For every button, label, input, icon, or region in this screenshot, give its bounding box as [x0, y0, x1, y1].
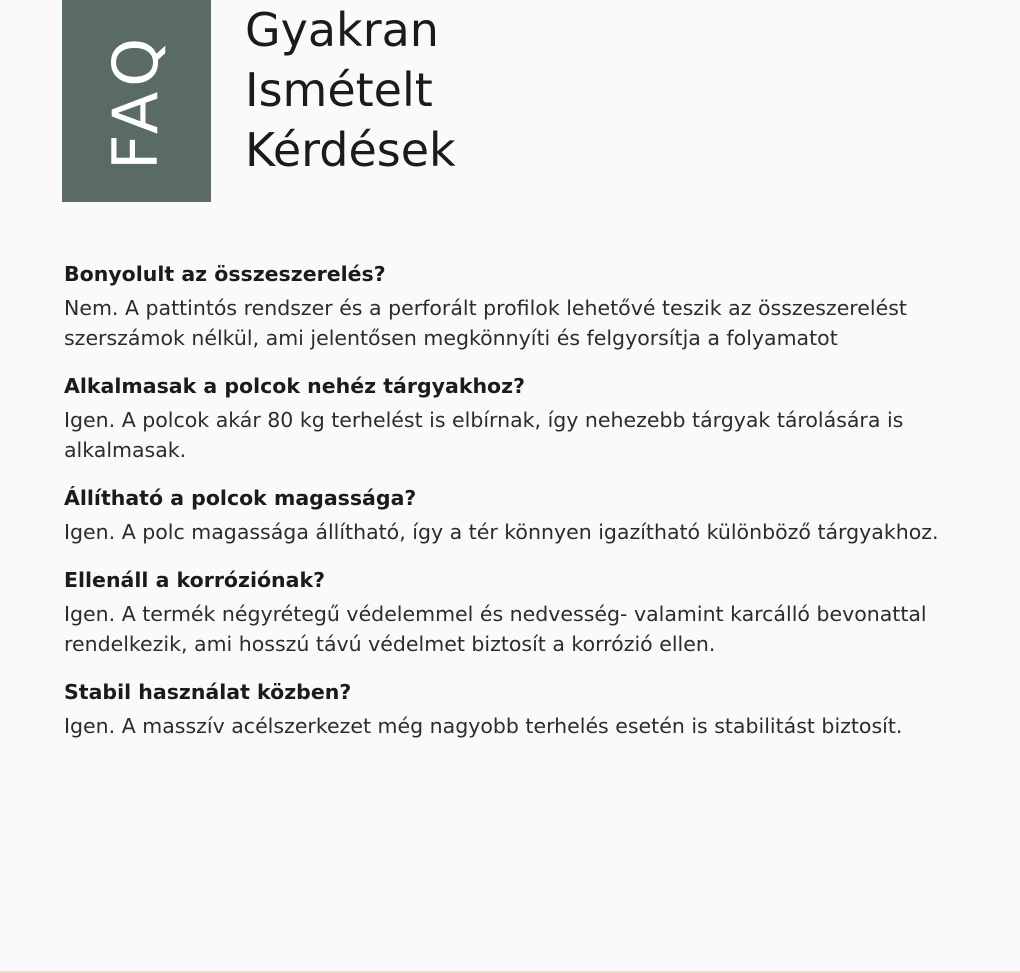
faq-item-height [64, 483, 994, 547]
page-title-line-2: Ismételt [245, 63, 433, 117]
faq-item-heavy-items [64, 371, 994, 465]
faq-item-assembly [64, 259, 994, 353]
page-title-line-1: Gyakran [245, 3, 439, 57]
faq-question: Ellenáll a korróziónak? [64, 568, 326, 592]
page-title-line-3: Kérdések [245, 123, 456, 177]
page-title [245, 0, 456, 180]
faq-badge [62, 0, 211, 202]
faq-answer: Igen. A termék négyrétegű védelemmel és nedvesség- valamint karcálló bevonattal rendelkezik, ami hosszú távú védelmet biztosít a korrózió ellen. [64, 602, 927, 656]
faq-list [64, 259, 994, 759]
faq-answer: Igen. A polcok akár 80 kg terhelést is elbírnak, így nehezebb tárgyak tárolására is alkalmasak. [64, 408, 904, 462]
faq-answer: Igen. A polc magassága állítható, így a tér könnyen igazítható különböző tárgyakhoz. [64, 520, 939, 544]
faq-item-corrosion [64, 565, 994, 659]
faq-item-stability [64, 677, 994, 741]
faq-question: Stabil használat közben? [64, 680, 352, 704]
faq-badge-label: FAQ [99, 31, 172, 171]
faq-answer: Nem. A pattintós rendszer és a perforált profilok lehetővé teszik az összeszerelést szerszámok nélkül, ami jelentősen megkönnyíti és felgyorsítja a folyamatot [64, 296, 907, 350]
faq-question: Állítható a polcok magassága? [64, 486, 417, 510]
faq-answer: Igen. A masszív acélszerkezet még nagyobb terhelés esetén is stabilitást biztosít. [64, 714, 903, 738]
faq-question: Alkalmasak a polcok nehéz tárgyakhoz? [64, 374, 525, 398]
faq-question: Bonyolult az összeszerelés? [64, 262, 386, 286]
